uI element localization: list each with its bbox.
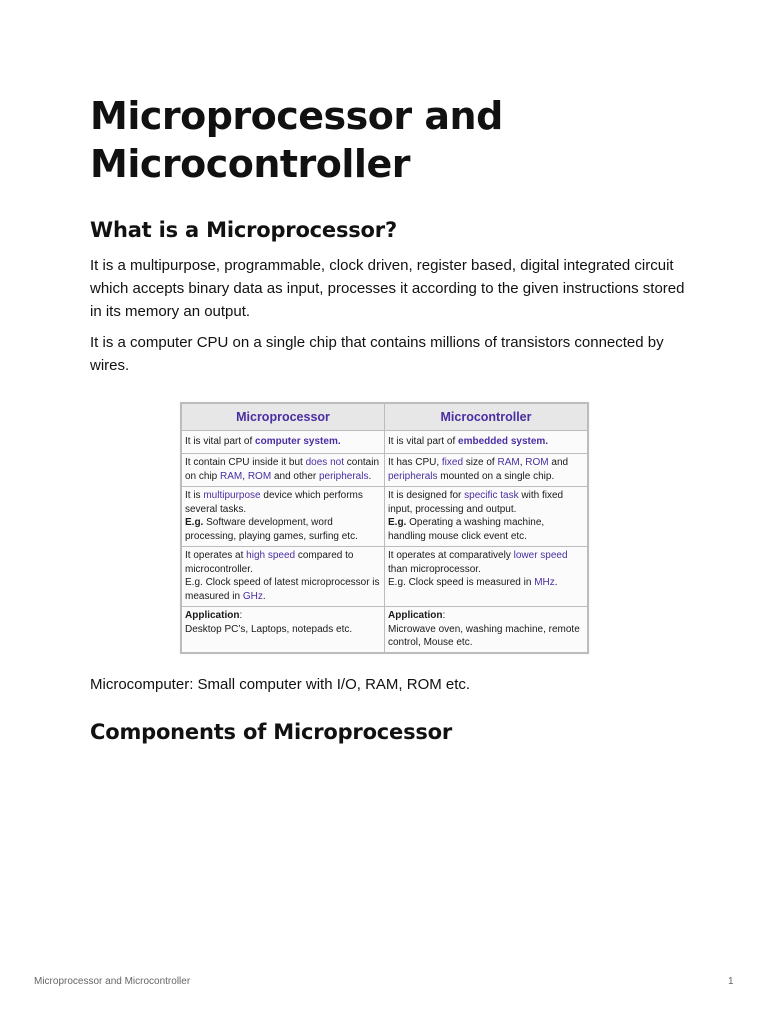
highlighted-term: fixed [441,457,464,468]
highlighted-term: specific task [464,490,519,501]
cell-text: size of [463,457,498,468]
paragraph-microcomputer: Microcomputer: Small computer with I/O, RAM, ROM etc. [90,676,471,693]
cell-text: device which performs several tasks. [185,490,363,515]
table-cell [182,487,385,547]
paragraph-cpu-on-chip: It is a computer CPU on a single chip that contains millions of transistors connected by wires. [90,334,664,374]
cell-text: It contain CPU inside it but [185,457,306,468]
cell-text: than microprocessor. [388,563,481,575]
table-cell [385,607,588,653]
table-cell [182,431,385,454]
footer-page-number: 1 [728,976,734,987]
cell-text: E.g. Clock speed is measured in [388,577,535,588]
table-row [182,431,588,454]
highlighted-term: embedded system. [458,436,549,448]
cell-text: It is designed for [388,490,465,501]
cell-text: Desktop PC’s, Laptops, notepads etc. [185,623,353,635]
section-heading-components: Components of Microprocessor [90,720,453,744]
cell-text: , [519,457,526,468]
cell-text: E.g. [388,517,407,528]
highlighted-term: lower speed [513,550,568,561]
highlighted-term: peripherals [388,470,438,482]
highlighted-term: GHz [242,590,263,602]
cell-text: It is [185,490,204,501]
table-cell [385,431,588,454]
highlighted-term: computer system. [255,436,341,448]
column-header-microcontroller: Microcontroller [385,404,588,431]
table-row [182,547,588,607]
table-row [182,607,588,653]
footer-document-title: Microprocessor and Microcontroller [34,976,191,987]
cell-text: E.g. [185,517,204,528]
cell-text: and other [271,470,319,482]
cell-text: with fixed input, processing and output. [388,490,564,515]
cell-text: : [239,610,243,621]
cell-text: Microwave oven, washing machine, remote control, Mouse etc. [388,623,580,648]
table-cell [182,454,385,487]
cell-text: It is vital part of [388,436,459,448]
page-title: Microprocessor and Microcontroller [90,94,503,186]
column-header-microprocessor: Microprocessor [182,404,385,431]
highlighted-term: high speed [246,550,296,561]
cell-text: It operates at comparatively [388,550,514,561]
highlighted-term: ROM [247,470,272,482]
highlighted-term: peripherals [318,470,369,482]
highlighted-term: does not [305,457,344,468]
section-heading-what-is-microprocessor: What is a Microprocessor? [90,218,397,242]
highlighted-term: MHz [534,577,555,588]
cell-text: . [262,590,266,602]
highlighted-term: ROM [525,457,549,468]
table-cell [182,547,385,607]
comparison-table [181,403,588,653]
table-cell [182,607,385,653]
cell-text: Application [185,610,240,621]
cell-text: , [242,470,248,482]
table-row [182,454,588,487]
cell-text: It is vital part of [185,436,256,448]
cell-text: E.g. Clock speed of latest microprocessor is measured in [185,577,380,602]
highlighted-term: RAM [497,457,520,468]
cell-text: compared to microcontroller. [185,550,354,575]
table-row [182,487,588,547]
cell-text: contain on chip [185,457,380,482]
comparison-table-image [180,402,589,654]
paragraph-definition: It is a multipurpose, programmable, clock driven, register based, digital integrated circuit which accepts binary data as input, processes it according to the given instructions stored in its memory an output. [90,257,685,320]
cell-text: . [554,577,558,588]
cell-text: Application [388,610,443,621]
highlighted-term: multipurpose [203,490,261,501]
cell-text: . [368,470,372,482]
cell-text: mounted on a single chip. [437,470,555,482]
cell-text: Software development, word processing, playing games, surfing etc. [185,517,358,542]
cell-text: and [548,457,569,468]
table-cell [385,454,588,487]
cell-text: It has CPU, [388,457,442,468]
cell-text: Operating a washing machine, handling mouse click event etc. [388,517,545,542]
highlighted-term: RAM [220,470,243,482]
table-cell [385,547,588,607]
cell-text: It operates at [185,550,247,561]
table-cell [385,487,588,547]
cell-text: : [442,610,446,621]
